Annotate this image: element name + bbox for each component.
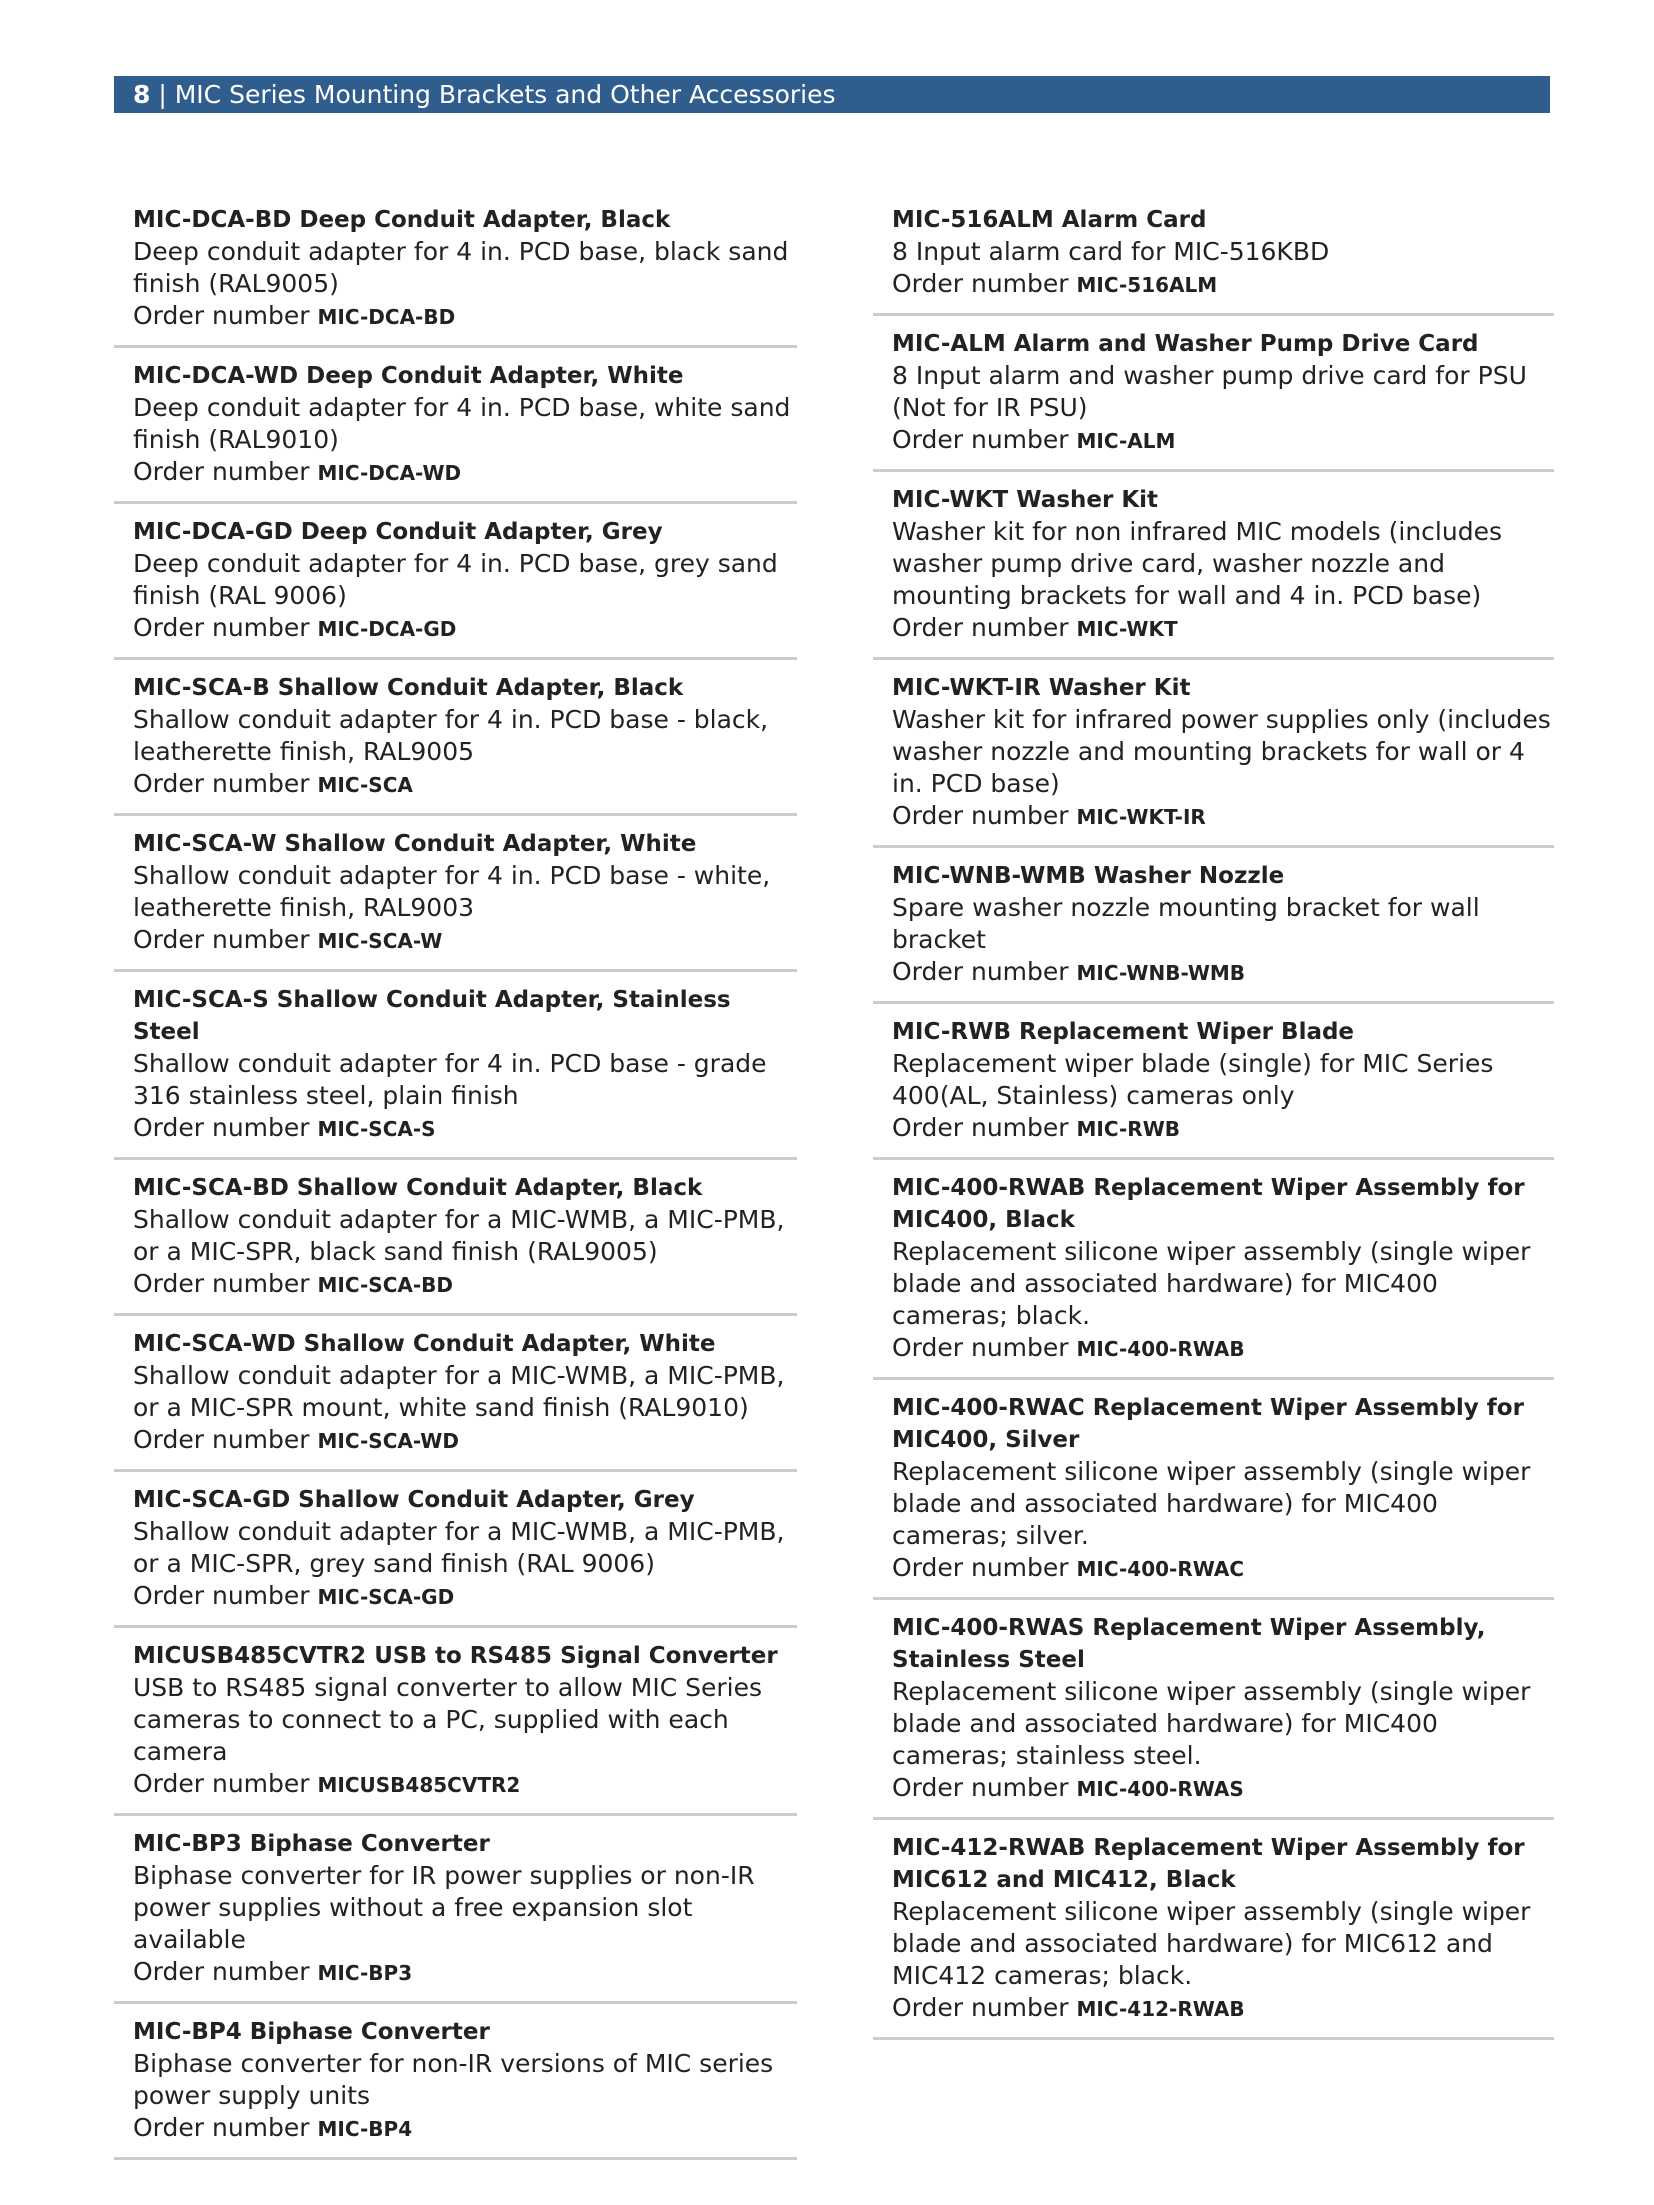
right-column (873, 198, 1554, 2040)
order-number-line (133, 1268, 797, 1301)
order-number-line (133, 300, 797, 333)
item-description: Washer kit for infrared power supplies only (includes washer nozzle and mounting brackets for wall or 4 in. PCD base) (892, 705, 1551, 798)
item-description: Shallow conduit adapter for a MIC-WMB, a MIC-PMB, or a MIC-SPR, grey sand finish (RAL 9006) (133, 1517, 785, 1578)
accessory-item (114, 198, 797, 348)
order-number-label: Order number (133, 769, 318, 798)
accessory-item (114, 1816, 797, 2004)
order-number-label: Order number (892, 425, 1077, 454)
item-description: USB to RS485 signal converter to allow MIC Series cameras to connect to a PC, supplied with each camera (133, 1673, 763, 1766)
order-number-line (133, 1424, 797, 1457)
page-title: MIC Series Mounting Brackets and Other Accessories (174, 80, 836, 109)
item-description: Spare washer nozzle mounting bracket for wall bracket (892, 893, 1480, 954)
item-description: Biphase converter for IR power supplies or non-IR power supplies without a free expansion slot available (133, 1861, 755, 1954)
item-description: Deep conduit adapter for 4 in. PCD base, black sand finish (RAL9005) (133, 237, 789, 298)
order-code: MICUSB485CVTR2 (317, 1773, 521, 1797)
accessory-item (873, 848, 1554, 1004)
order-number-line (133, 1768, 797, 1801)
order-code: MIC-400-RWAC (1076, 1557, 1245, 1581)
accessory-item (873, 472, 1554, 660)
order-number-label: Order number (892, 613, 1077, 642)
order-number-label: Order number (133, 301, 318, 330)
item-description: Biphase converter for non-IR versions of MIC series power supply units (133, 2049, 774, 2110)
accessory-item (873, 1820, 1554, 2040)
item-title: MIC-DCA-GD Deep Conduit Adapter, Grey (133, 519, 663, 545)
order-code: MIC-SCA-W (317, 929, 443, 953)
order-number-line (133, 1956, 797, 1989)
item-description: Washer kit for non infrared MIC models (includes washer pump drive card, washer nozzle and mounting brackets for wall and 4 in. PCD base) (892, 517, 1502, 610)
left-column (114, 198, 797, 2160)
order-number-label: Order number (133, 1113, 318, 1142)
item-description: Replacement silicone wiper assembly (single wiper blade and associated hardware) for MIC400 cameras; silver. (892, 1457, 1531, 1550)
page-number: 8 (133, 80, 151, 109)
item-title: MIC-BP3 Biphase Converter (133, 1831, 490, 1857)
order-number-line (892, 424, 1554, 457)
order-number-line (892, 268, 1554, 301)
order-code: MIC-WNB-WMB (1076, 961, 1246, 985)
order-number-line (133, 768, 797, 801)
order-number-line (133, 456, 797, 489)
order-number-line (892, 1772, 1554, 1805)
item-title: MIC-WKT Washer Kit (892, 487, 1159, 513)
item-title: MIC-RWB Replacement Wiper Blade (892, 1019, 1355, 1045)
accessory-item (114, 1316, 797, 1472)
accessory-item (114, 972, 797, 1160)
order-number-line (892, 800, 1554, 833)
order-code: MIC-DCA-GD (317, 617, 457, 641)
order-number-label: Order number (892, 269, 1077, 298)
item-title: MIC-DCA-WD Deep Conduit Adapter, White (133, 363, 684, 389)
order-number-label: Order number (892, 957, 1077, 986)
order-number-line (892, 1992, 1554, 2025)
accessory-item (873, 1160, 1554, 1380)
item-title: MIC-DCA-BD Deep Conduit Adapter, Black (133, 207, 671, 233)
accessory-item (873, 1004, 1554, 1160)
item-title: MIC-WNB-WMB Washer Nozzle (892, 863, 1285, 889)
item-title: MIC-SCA-BD Shallow Conduit Adapter, Black (133, 1175, 703, 1201)
order-code: MIC-412-RWAB (1076, 1997, 1245, 2021)
order-number-label: Order number (133, 457, 318, 486)
order-number-line (133, 1580, 797, 1613)
order-number-label: Order number (892, 1553, 1077, 1582)
item-title: MIC-412-RWAB Replacement Wiper Assembly for MIC612 and MIC412, Black (892, 1835, 1525, 1893)
order-number-line (133, 612, 797, 645)
item-description: Replacement wiper blade (single) for MIC Series 400(AL, Stainless) cameras only (892, 1049, 1494, 1110)
order-number-line (133, 924, 797, 957)
item-description: Shallow conduit adapter for 4 in. PCD base - black, leatherette finish, RAL9005 (133, 705, 769, 766)
item-description: Deep conduit adapter for 4 in. PCD base, white sand finish (RAL9010) (133, 393, 791, 454)
order-code: MIC-WKT (1076, 617, 1178, 641)
accessory-item (114, 2004, 797, 2160)
order-number-label: Order number (892, 1773, 1077, 1802)
order-number-label: Order number (133, 1269, 318, 1298)
accessory-item (114, 660, 797, 816)
order-number-label: Order number (892, 1993, 1077, 2022)
order-number-label: Order number (892, 801, 1077, 830)
item-title: MIC-WKT-IR Washer Kit (892, 675, 1191, 701)
item-description: Replacement silicone wiper assembly (single wiper blade and associated hardware) for MIC400 cameras; black. (892, 1237, 1531, 1330)
order-number-line (133, 1112, 797, 1145)
item-description: Deep conduit adapter for 4 in. PCD base, grey sand finish (RAL 9006) (133, 549, 778, 610)
item-description: Shallow conduit adapter for a MIC-WMB, a MIC-PMB, or a MIC-SPR mount, white sand finish (RAL9010) (133, 1361, 785, 1422)
item-title: MIC-SCA-S Shallow Conduit Adapter, Stainless Steel (133, 987, 731, 1045)
order-number-label: Order number (892, 1113, 1077, 1142)
item-description: 8 Input alarm and washer pump drive card for PSU (Not for IR PSU) (892, 361, 1527, 422)
order-code: MIC-400-RWAS (1076, 1777, 1244, 1801)
item-description: Replacement silicone wiper assembly (single wiper blade and associated hardware) for MIC612 and MIC412 cameras; black. (892, 1897, 1531, 1990)
item-title: MIC-SCA-W Shallow Conduit Adapter, White (133, 831, 697, 857)
order-number-label: Order number (133, 2113, 318, 2142)
order-number-line (892, 1332, 1554, 1365)
order-number-line (892, 956, 1554, 989)
item-title: MIC-516ALM Alarm Card (892, 207, 1207, 233)
order-number-label: Order number (133, 1581, 318, 1610)
order-number-line (892, 1552, 1554, 1585)
order-number-label: Order number (133, 1957, 318, 1986)
order-number-label: Order number (133, 1425, 318, 1454)
order-code: MIC-BP4 (317, 2117, 413, 2141)
item-description: 8 Input alarm card for MIC-516KBD (892, 237, 1330, 266)
order-code: MIC-516ALM (1076, 273, 1218, 297)
order-number-label: Order number (133, 925, 318, 954)
item-description: Shallow conduit adapter for 4 in. PCD base - white, leatherette finish, RAL9003 (133, 861, 771, 922)
order-number-label: Order number (133, 1769, 318, 1798)
accessory-item (114, 1628, 797, 1816)
order-number-label: Order number (892, 1333, 1077, 1362)
order-code: MIC-400-RWAB (1076, 1337, 1245, 1361)
order-code: MIC-DCA-WD (317, 461, 462, 485)
item-title: MIC-400-RWAC Replacement Wiper Assembly for MIC400, Silver (892, 1395, 1524, 1453)
item-title: MIC-400-RWAS Replacement Wiper Assembly, Stainless Steel (892, 1615, 1486, 1673)
order-code: MIC-SCA-S (317, 1117, 436, 1141)
order-code: MIC-SCA-BD (317, 1273, 454, 1297)
order-number-line (892, 1112, 1554, 1145)
item-title: MIC-400-RWAB Replacement Wiper Assembly for MIC400, Black (892, 1175, 1525, 1233)
order-number-label: Order number (133, 613, 318, 642)
accessory-item (114, 1160, 797, 1316)
item-title: MIC-BP4 Biphase Converter (133, 2019, 490, 2045)
item-description: Shallow conduit adapter for a MIC-WMB, a MIC-PMB, or a MIC-SPR, black sand finish (RAL9005) (133, 1205, 785, 1266)
page-header-bar (114, 76, 1550, 113)
order-number-line (892, 612, 1554, 645)
item-title: MIC-SCA-WD Shallow Conduit Adapter, White (133, 1331, 716, 1357)
accessory-item (873, 316, 1554, 472)
accessory-item (114, 816, 797, 972)
accessory-item (114, 504, 797, 660)
header-separator: | (150, 80, 175, 109)
order-code: MIC-WKT-IR (1076, 805, 1206, 829)
item-description: Replacement silicone wiper assembly (single wiper blade and associated hardware) for MIC400 cameras; stainless steel. (892, 1677, 1531, 1770)
accessory-item (873, 1380, 1554, 1600)
item-title: MIC-ALM Alarm and Washer Pump Drive Card (892, 331, 1479, 357)
item-description: Shallow conduit adapter for 4 in. PCD base - grade 316 stainless steel, plain finish (133, 1049, 767, 1110)
order-code: MIC-DCA-BD (317, 305, 456, 329)
accessory-item (873, 1600, 1554, 1820)
accessory-item (873, 198, 1554, 316)
accessory-item (873, 660, 1554, 848)
order-code: MIC-ALM (1076, 429, 1176, 453)
order-number-line (133, 2112, 797, 2145)
accessory-item (114, 348, 797, 504)
accessory-item (114, 1472, 797, 1628)
item-title: MICUSB485CVTR2 USB to RS485 Signal Converter (133, 1643, 778, 1669)
order-code: MIC-SCA (317, 773, 413, 797)
order-code: MIC-SCA-WD (317, 1429, 459, 1453)
item-title: MIC-SCA-GD Shallow Conduit Adapter, Grey (133, 1487, 695, 1513)
order-code: MIC-RWB (1076, 1117, 1181, 1141)
item-title: MIC-SCA-B Shallow Conduit Adapter, Black (133, 675, 684, 701)
order-code: MIC-BP3 (317, 1961, 413, 1985)
order-code: MIC-SCA-GD (317, 1585, 455, 1609)
